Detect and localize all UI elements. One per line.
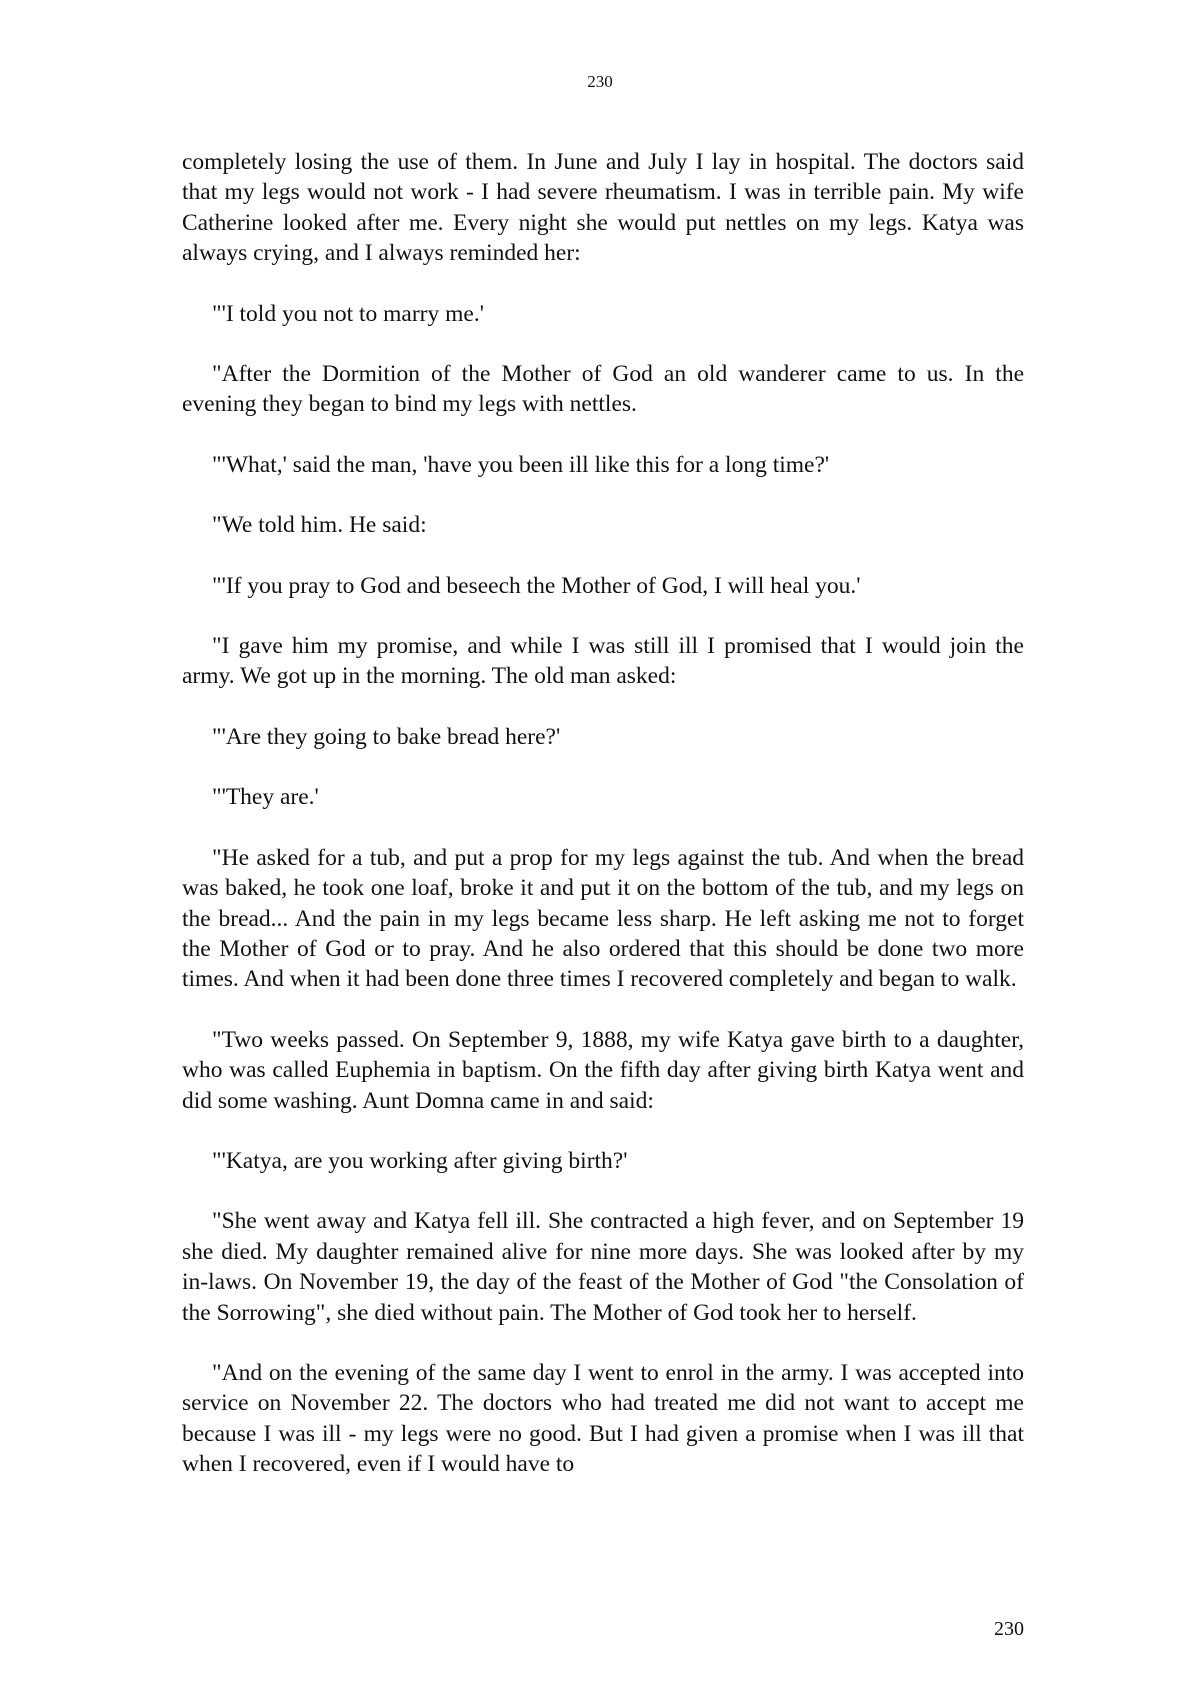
page-body — [182, 147, 1024, 1480]
page-number-top: 230 — [587, 72, 613, 91]
paragraph: "And on the evening of the same day I went to enrol in the army. I was accepted into service on November 22. The doctors who had treated me did not want to accept me because I was ill - my legs were no good. But I had given a promise when I was ill that when I recovered, even if I would have to — [182, 1359, 1024, 1478]
paragraph: "She went away and Katya fell ill. She contracted a high fever, and on September 19 she died. My daughter remained alive for nine more days. She was looked after by my in-laws. On November 19, the day of the feast of the Mother of God "the Consolation of the Sorrowing", she died without pain. The Mother of God took her to herself. — [182, 1208, 1024, 1326]
paragraph: "After the Dormition of the Mother of God an old wanderer came to us. In the evening they began to bind my legs with nettles. — [182, 361, 1024, 418]
paragraph: "I gave him my promise, and while I was still ill I promised that I would join the army. We got up in the morning. The old man asked: — [182, 633, 1024, 690]
paragraph: "'What,' said the man, 'have you been ill like this for a long time?' — [212, 451, 830, 478]
paragraph: "'I told you not to marry me.' — [212, 300, 484, 327]
paragraph: "We told him. He said: — [212, 512, 427, 539]
page-number-bottom: 230 — [994, 1618, 1024, 1640]
paragraph: completely losing the use of them. In June and July I lay in hospital. The doctors said that my legs would not work - I had severe rheumatism. I was in terrible pain. My wife Catherine looked after me. Every night she would put nettles on my legs. Katya was always crying, and I always reminded her: — [182, 149, 1024, 267]
paragraph: "Two weeks passed. On September 9, 1888, my wife Katya gave birth to a daughter, who was called Euphemia in baptism. On the fifth day after giving birth Katya went and did some washing. Aunt Domna came in and said: — [182, 1026, 1024, 1114]
paragraph: "'If you pray to God and beseech the Mother of God, I will heal you.' — [212, 572, 861, 599]
paragraph: "'Are they going to bake bread here?' — [212, 723, 561, 750]
paragraph: "'Katya, are you working after giving birth?' — [212, 1147, 628, 1174]
paragraph: "He asked for a tub, and put a prop for my legs against the tub. And when the bread was baked, he took one loaf, broke it and put it on the bottom of the tub, and my legs on the bread... And the pain in my legs became less sharp. He left asking me not to forget the Mother of God or to pray. And he also ordered that this should be done two more times. And when it had been done three times I recovered completely and began to walk. — [182, 844, 1024, 993]
paragraph: "'They are.' — [212, 784, 319, 811]
